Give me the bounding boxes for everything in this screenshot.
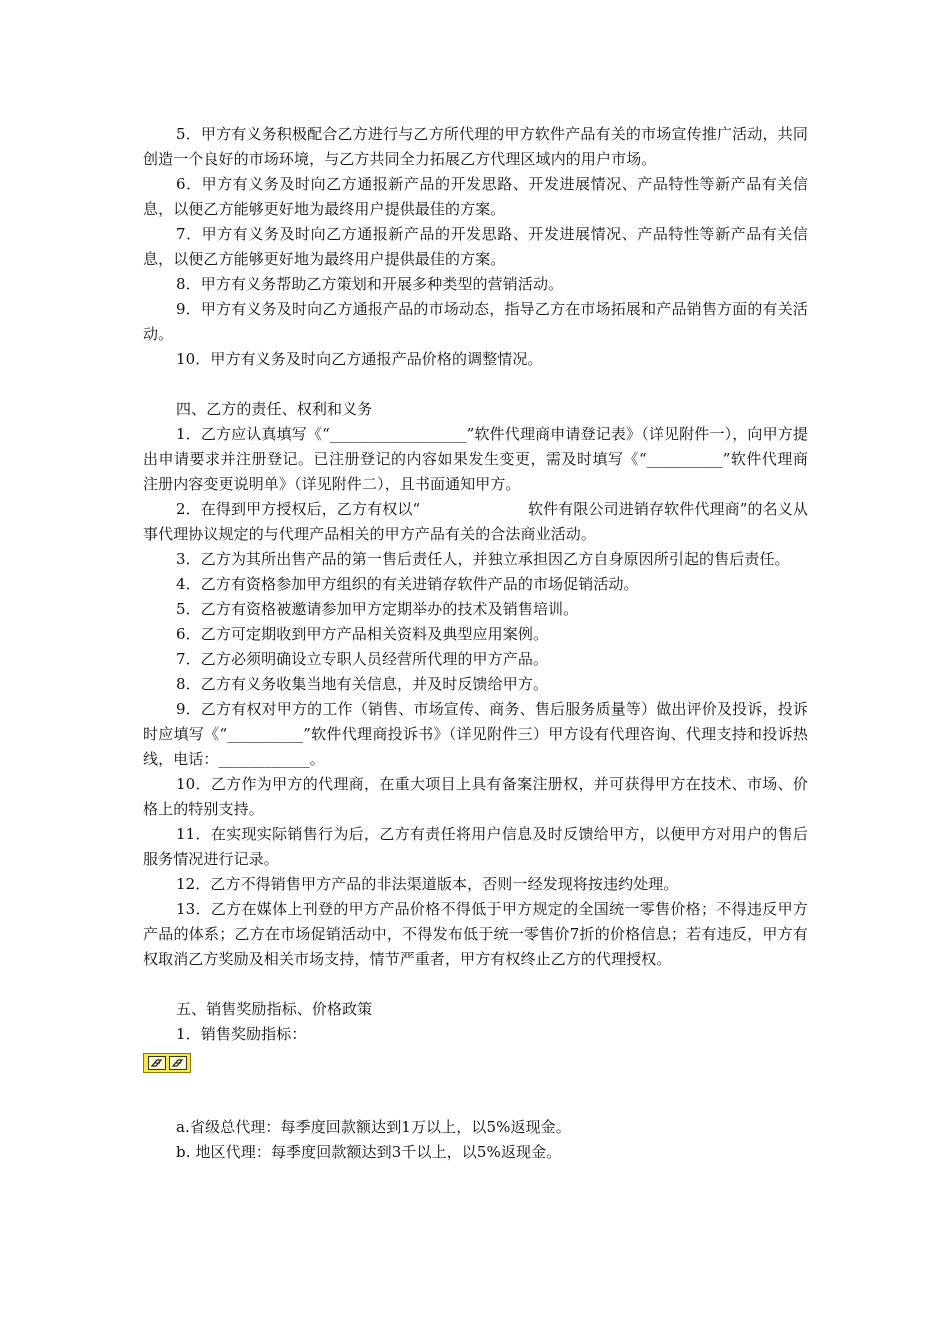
embedded-object-icon[interactable] [143, 1053, 191, 1073]
section-heading: 四、乙方的责任、权利和义务 [176, 400, 373, 418]
section-spacer [143, 372, 808, 397]
obligation-item: 8．甲方有义务帮助乙方策划和开展多种类型的营销活动。 [176, 275, 564, 293]
link-icon [169, 1056, 187, 1070]
section-item: 12．乙方不得销售甲方产品的非法渠道版本，否则一经发现将按违约处理。 [176, 875, 679, 893]
obligation-item: 9．甲方有义务及时向乙方通报产品的市场动态，指导乙方在市场拓展和产品销售方面的有关活动。 [143, 300, 808, 343]
section-item: 10．乙方作为甲方的代理商，在重大项目上具有备案注册权，并可获得甲方在技术、市场、价格上的特别支持。 [143, 775, 808, 818]
section-item: 8．乙方有义务收集当地有关信息，并及时反馈给甲方。 [176, 675, 549, 693]
obligation-item: 10．甲方有义务及时向乙方通报产品价格的调整情况。 [176, 350, 543, 368]
section-item: 1．乙方应认真填写《“__________________”软件代理商申请登记表》（详见附件一），向甲方提出申请要求并注册登记。已注册登记的内容如果发生变更，需及时填写《“__________”软件代理商注册内容变更说明单》（详见附件二），且书面通知甲方。 [143, 425, 808, 493]
obligation-item: 7．甲方有义务及时向乙方通报新产品的开发思路、开发进展情况、产品特性等新产品有关信息，以便乙方能够更好地为最终用户提供最佳的方案。 [143, 225, 808, 268]
section-item: 4．乙方有资格参加甲方组织的有关进销存软件产品的市场促销活动。 [176, 575, 639, 593]
section-item: 5．乙方有资格被邀请参加甲方定期举办的技术及销售培训。 [176, 600, 579, 618]
section-item: 6．乙方可定期收到甲方产品相关资料及典型应用案例。 [176, 625, 549, 643]
reward-list-item: b. 地区代理：每季度回款额达到3千以上，以5%返现金。 [176, 1143, 562, 1161]
obligation-item: 6．甲方有义务及时向乙方通报新产品的开发思路、开发进展情况、产品特性等新产品有关信息，以便乙方能够更好地为最终用户提供最佳的方案。 [143, 175, 808, 218]
section-heading: 五、销售奖励指标、价格政策 [176, 1000, 373, 1018]
section-item: 9．乙方有权对甲方的工作（销售、市场宣传、商务、售后服务质量等）做出评价及投诉，投诉时应填写《“__________”软件代理商投诉书》（详见附件三）甲方设有代理咨询、代理支持和投诉热线，电话：____________。 [143, 700, 808, 768]
link-icon [148, 1056, 166, 1070]
document-body [143, 122, 808, 1165]
section-item: 3．乙方为其所出售产品的第一售后责任人，并独立承担因乙方自身原因所引起的售后责任。 [176, 550, 790, 568]
section-item: 2．在得到甲方授权后，乙方有权以“ 软件有限公司进销存软件代理商”的名义从事代理协议规定的与代理产品相关的甲方产品有关的合法商业活动。 [143, 500, 808, 543]
reward-list-item: a.省级总代理：每季度回款额达到1万以上，以5%返现金。 [176, 1118, 571, 1136]
section-spacer [143, 972, 808, 997]
section-item: 7．乙方必须明确设立专职人员经营所代理的甲方产品。 [176, 650, 549, 668]
section-subheading: 1．销售奖励指标： [176, 1025, 307, 1043]
section-item: 13．乙方在媒体上刊登的甲方产品价格不得低于甲方规定的全国统一零售价格；不得违反甲方产品的体系；乙方在市场促销活动中，不得发布低于统一零售价7折的价格信息；若有违反，甲方有权取消乙方奖励及相关市场支持，情节严重者，甲方有权终止乙方的代理授权。 [143, 900, 808, 968]
section-item: 11．在实现实际销售行为后，乙方有责任将用户信息及时反馈给甲方，以便甲方对用户的售后服务情况进行记录。 [143, 825, 808, 868]
obligation-item: 5．甲方有义务积极配合乙方进行与乙方所代理的甲方软件产品有关的市场宣传推广活动，共同创造一个良好的市场环境，与乙方共同全力拓展乙方代理区域内的用户市场。 [143, 125, 808, 168]
embedded-object-row [143, 1053, 808, 1077]
